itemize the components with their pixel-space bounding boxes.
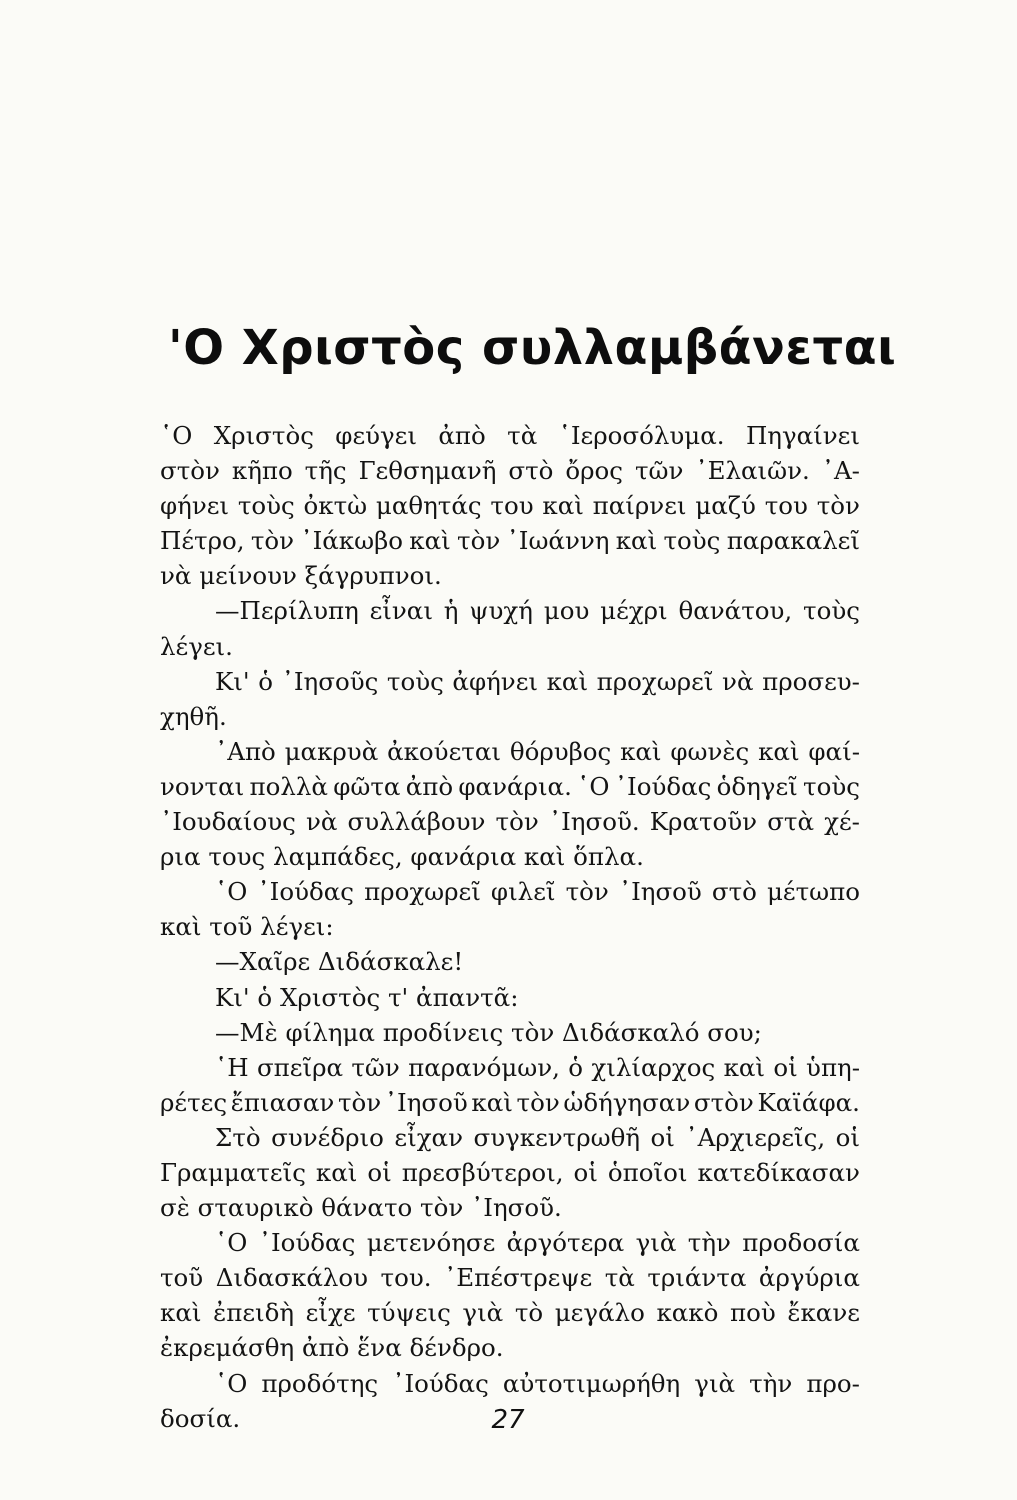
text-line: Πέτρο, τὸν ᾿Ιάκωβο καὶ τὸν ᾿Ιωάννη καὶ τοὺς παρακαλεῖ [160, 526, 860, 556]
text-line: τοῦ Διδασκάλου του. ᾿Επέστρεψε τὰ τριάντα ἀργύρια [160, 1263, 860, 1293]
text-line: —Μὲ φίλημα προδίνεις τὸν Διδάσκαλό σου; [215, 1017, 762, 1047]
text-line: νονται πολλὰ φῶτα ἀπὸ φανάρια. ῾Ο ᾿Ιούδας ὁδηγεῖ τοὺς [160, 771, 860, 801]
text-line: στὸν κῆπο τῆς Γεθσημανῆ στὸ ὄρος τῶν ᾿Ελαιῶν. ᾿Α- [160, 456, 860, 486]
text-line: ῾Ο ᾿Ιούδας προχωρεῖ φιλεῖ τὸν ᾿Ιησοῦ στὸ μέτωπο [215, 877, 860, 907]
text-line: λέγει. [160, 631, 233, 661]
text-line: φήνει τοὺς ὀκτὼ μαθητάς του καὶ παίρνει μαζύ του τὸν [160, 491, 860, 521]
text-line: —Χαῖρε Διδάσκαλε! [215, 947, 464, 977]
text-line: ῾Ο Χριστὸς φεύγει ἀπὸ τὰ ῾Ιεροσόλυμα. Πηγαίνει [160, 421, 860, 450]
text-line: νὰ μείνουν ξάγρυπνοι. [160, 561, 442, 591]
text-line: ῾Η σπεῖρα τῶν παρανόμων, ὁ χιλίαρχος καὶ οἱ ὑπη- [215, 1052, 860, 1082]
text-line: Στὸ συνέδριο εἶχαν συγκεντρωθῆ οἱ ᾿Αρχιερεῖς, οἱ [215, 1122, 860, 1152]
text-line: δοσία. [160, 1403, 241, 1433]
text-line: ῾Ο προδότης ᾿Ιούδας αὐτοτιμωρήθη γιὰ τὴν προ- [215, 1368, 860, 1398]
chapter-title: 'Ο Χριστὸς συλλαμβάνεται [168, 320, 897, 376]
text-line: Κι' ὁ ᾿Ιησοῦς τοὺς ἀφήνει καὶ προχωρεῖ νὰ προσευ- [215, 666, 860, 696]
text-line: Κι' ὁ Χριστὸς τ' ἀπαντᾶ: [215, 982, 519, 1012]
text-line: ρια τους λαμπάδες, φανάρια καὶ ὅπλα. [160, 842, 644, 872]
text-line: ρέτες ἔπιασαν τὸν ᾿Ιησοῦ καὶ τὸν ὡδήγησαν στὸν Καϊάφα. [160, 1087, 860, 1117]
text-line: ᾿Ιουδαίους νὰ συλλάβουν τὸν ᾿Ιησοῦ. Κρατοῦν στὰ χέ- [160, 807, 860, 837]
chapter-body [160, 418, 860, 1436]
text-line: χηθῆ. [160, 701, 227, 731]
text-line: ἐκρεμάσθη ἀπὸ ἕνα δένδρο. [160, 1333, 504, 1363]
page-number: 27 [491, 1405, 525, 1435]
text-line: καὶ ἐπειδὴ εἶχε τύψεις γιὰ τὸ μεγάλο κακὸ ποὺ ἔκανε [160, 1298, 860, 1328]
text-line: ῾Ο ᾿Ιούδας μετενόησε ἀργότερα γιὰ τὴν προδοσία [215, 1228, 860, 1258]
text-line: καὶ τοῦ λέγει: [160, 912, 334, 942]
text-line: Γραμματεῖς καὶ οἱ πρεσβύτεροι, οἱ ὁποῖοι κατεδίκασαν [160, 1157, 860, 1187]
text-line: ᾿Απὸ μακρυὰ ἀκούεται θόρυβος καὶ φωνὲς καὶ φαί- [215, 736, 860, 766]
text-line: σὲ σταυρικὸ θάνατο τὸν ᾿Ιησοῦ. [160, 1193, 562, 1223]
text-line: —Περίλυπη εἶναι ἡ ψυχή μου μέχρι θανάτου, τοὺς [215, 596, 860, 626]
